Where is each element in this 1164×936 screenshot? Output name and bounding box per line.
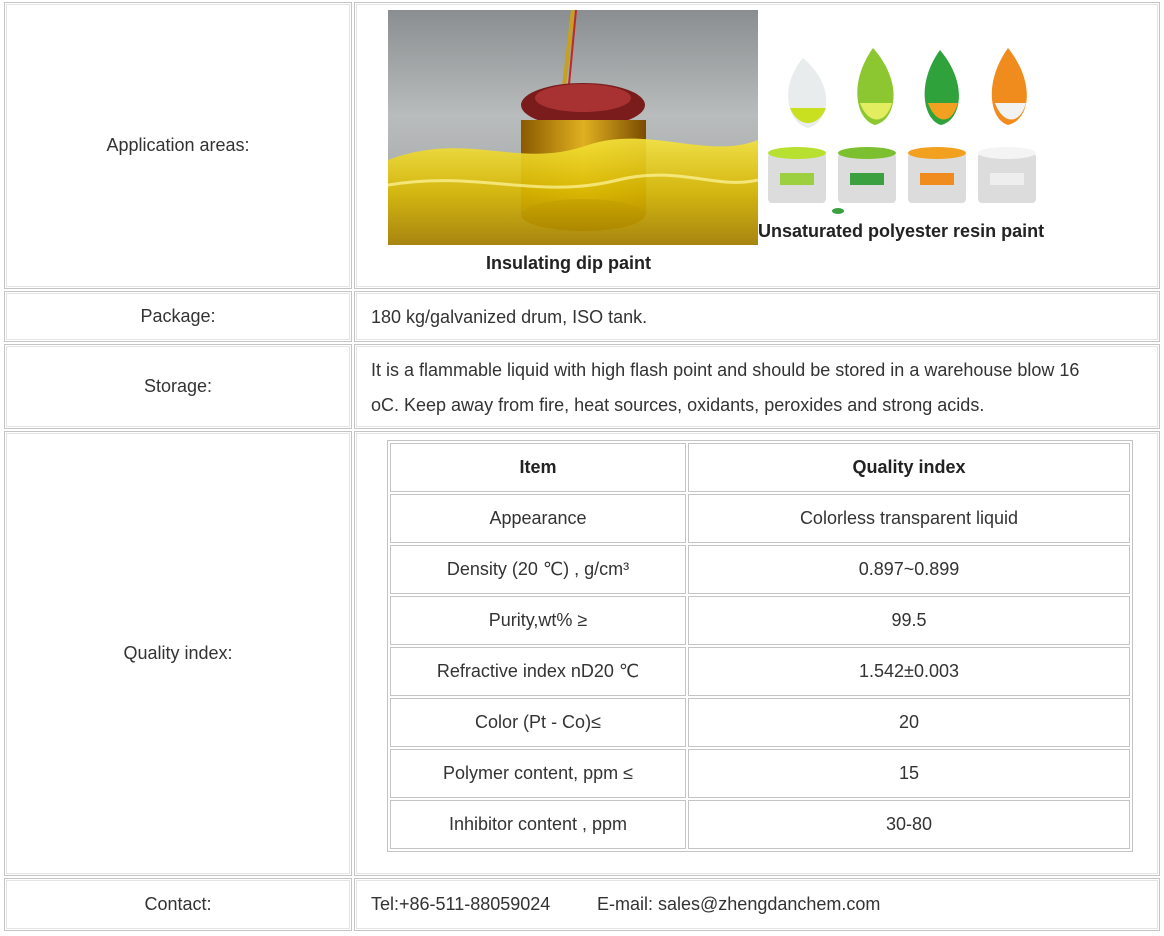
storage-line-1: It is a flammable liquid with high flash point and should be stored in a warehouse blow 16	[371, 360, 1080, 380]
application-row	[2, 2, 1162, 289]
application-label: Application areas:	[106, 135, 250, 155]
value-cell: 0.897~0.899	[688, 545, 1130, 594]
value-cell: 1.542±0.003	[688, 647, 1130, 696]
item-cell: Appearance	[390, 494, 686, 543]
value-cell: 15	[688, 749, 1130, 798]
insulating-dip-paint-image	[388, 10, 758, 245]
contact-value-cell	[354, 878, 1160, 931]
package-value: 180 kg/galvanized drum, ISO tank.	[371, 307, 648, 327]
storage-value-cell	[354, 344, 1160, 429]
storage-line-2: oC. Keep away from fire, heat sources, oxidants, peroxides and strong acids.	[371, 395, 985, 415]
table-header-row	[390, 443, 1130, 492]
insulating-dip-paint-caption: Insulating dip paint	[486, 253, 651, 273]
contact-email[interactable]: E-mail: sales@zhengdanchem.com	[597, 894, 881, 914]
value-cell: 99.5	[688, 596, 1130, 645]
item-cell: Refractive index nD20 ℃	[390, 647, 686, 696]
item-cell: Inhibitor content , ppm	[390, 800, 686, 849]
table-row	[390, 494, 1130, 543]
item-cell: Purity,wt% ≥	[390, 596, 686, 645]
table-row	[390, 749, 1130, 798]
contact-row	[2, 878, 1162, 931]
item-cell: Color (Pt - Co)≤	[390, 698, 686, 747]
storage-row	[2, 344, 1162, 429]
quality-row	[2, 431, 1162, 876]
application-label-cell	[4, 2, 352, 289]
value-cell: 30-80	[688, 800, 1130, 849]
quality-index-table	[387, 440, 1133, 852]
table-row	[390, 596, 1130, 645]
package-value-cell	[354, 291, 1160, 342]
table-row	[390, 800, 1130, 849]
contact-tel: Tel:+86-511-88059024	[371, 894, 551, 914]
item-cell: Density (20 ℃) , g/cm³	[390, 545, 686, 594]
quality-label: Quality index:	[123, 643, 233, 663]
package-label: Package:	[140, 306, 216, 326]
value-cell: 20	[688, 698, 1130, 747]
header-quality-index: Quality index	[688, 443, 1130, 492]
contact-label: Contact:	[144, 894, 212, 914]
application-images-cell	[354, 2, 1160, 289]
storage-label-cell	[4, 344, 352, 429]
unsaturated-polyester-resin-paint-image	[768, 28, 1058, 218]
value-cell: Colorless transparent liquid	[688, 494, 1130, 543]
table-row	[390, 647, 1130, 696]
package-row	[2, 291, 1162, 342]
package-label-cell	[4, 291, 352, 342]
table-row	[390, 698, 1130, 747]
unsaturated-polyester-resin-paint-caption: Unsaturated polyester resin paint	[758, 221, 1045, 241]
contact-label-cell	[4, 878, 352, 931]
quality-table-cell	[354, 431, 1160, 876]
quality-label-cell	[4, 431, 352, 876]
item-cell: Polymer content, ppm ≤	[390, 749, 686, 798]
storage-label: Storage:	[143, 376, 213, 396]
table-row	[390, 545, 1130, 594]
header-item: Item	[390, 443, 686, 492]
